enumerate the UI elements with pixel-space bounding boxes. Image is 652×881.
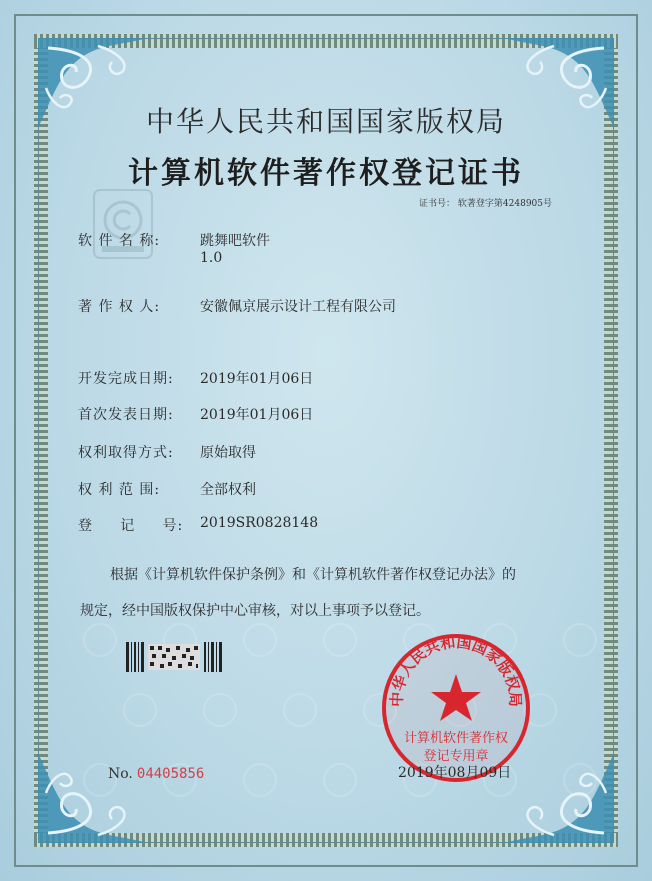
statement-line-2: 规定，经中国版权保护中心审核，对以上事项予以登记。 bbox=[80, 603, 430, 619]
completion-date-label: 开发完成日期: bbox=[78, 371, 174, 387]
registration-number-value: 2019SR0828148 bbox=[200, 515, 319, 531]
copyright-owner-label: 著 作 权 人: bbox=[78, 299, 161, 315]
registration-number-label: 登 记 号: bbox=[78, 518, 184, 534]
copyright-owner-value: 安徽佩京展示设计工程有限公司 bbox=[200, 299, 396, 315]
acquisition-method-value: 原始取得 bbox=[200, 445, 256, 461]
certificate-title: 计算机软件著作权登记证书 bbox=[128, 156, 524, 191]
seal-line-2: 登记专用章 bbox=[423, 749, 489, 764]
software-name-label: 软 件 名 称: bbox=[78, 233, 161, 249]
software-version-value: 1.0 bbox=[200, 250, 223, 266]
rights-scope-value: 全部权利 bbox=[200, 482, 256, 498]
issuer-title: 中华人民共和国国家版权局 bbox=[145, 105, 506, 138]
publication-date-value: 2019年01月06日 bbox=[200, 407, 314, 423]
completion-date-value: 2019年01月06日 bbox=[200, 371, 314, 387]
certificate-number: 证书号： 软著登字第4248905号 bbox=[419, 199, 552, 209]
publication-date-label: 首次发表日期: bbox=[78, 407, 174, 423]
serial-value: 04405856 bbox=[136, 766, 205, 782]
acquisition-method-label: 权利取得方式: bbox=[78, 445, 174, 461]
serial-label: No. bbox=[108, 766, 133, 782]
software-name-value: 跳舞吧软件 bbox=[200, 233, 270, 249]
statement-line-1: 根据《计算机软件保护条例》和《计算机软件著作权登记办法》的 bbox=[110, 567, 516, 583]
seal-outer-text: 中华人民共和国国家版权局 bbox=[387, 633, 525, 708]
seal-line-1: 计算机软件著作权 bbox=[403, 731, 509, 746]
rights-scope-label: 权 利 范 围: bbox=[78, 482, 161, 498]
issue-date: 2019年08月09日 bbox=[398, 765, 512, 781]
serial-number bbox=[108, 766, 204, 782]
barcode-icon bbox=[126, 642, 222, 672]
